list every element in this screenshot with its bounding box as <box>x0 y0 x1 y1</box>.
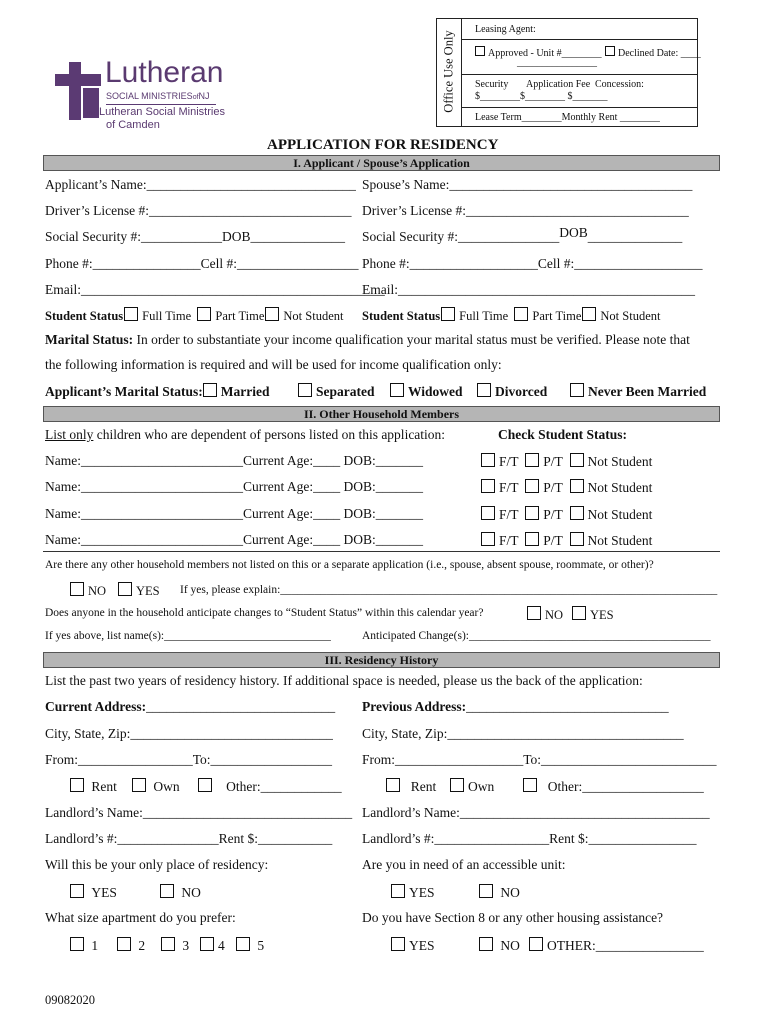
widowed-label: Widowed <box>408 384 463 399</box>
pt-checkbox[interactable] <box>525 532 539 546</box>
student-status-label: Student Status <box>362 309 441 323</box>
current-address-field[interactable] <box>45 699 335 715</box>
section3-header: III. Residency History <box>43 652 720 668</box>
list-only-line <box>45 427 445 443</box>
ft-checkbox[interactable] <box>481 506 495 520</box>
other-members-yes-checkbox[interactable] <box>118 582 132 596</box>
ns-checkbox[interactable] <box>570 532 584 546</box>
security-label: Security <box>475 79 509 90</box>
marital-text1: In order to substantiate your income qualification your marital status must be verified. Please note that <box>133 332 690 347</box>
logo <box>55 56 225 142</box>
ft-label: F/T <box>499 533 519 548</box>
marital-text2: the following information is required and will be used for income qualification only: <box>45 357 502 372</box>
spouse-name-field[interactable]: Spouse’s Name:____________________________________ <box>362 177 693 192</box>
size-5-label: 5 <box>257 938 265 953</box>
divider <box>43 551 720 552</box>
ss-right-line: ______________ <box>587 229 683 244</box>
ft-label: F/T <box>499 454 519 469</box>
ns-checkbox[interactable] <box>570 479 584 493</box>
ns-left-label: Not Student <box>283 309 344 323</box>
member-row-1[interactable]: Name:________________________Current Age:____ DOB:_______ <box>45 453 423 468</box>
member-status-4 <box>481 532 652 549</box>
yes-label: YES <box>590 608 614 622</box>
previous-address-label: Previous Address: <box>362 699 467 714</box>
ft-right-checkbox[interactable] <box>441 307 455 321</box>
separated-label: Separated <box>316 384 375 399</box>
email-left-field[interactable]: Email:_____________________________________________ <box>45 282 385 297</box>
pt-label: P/T <box>543 533 563 548</box>
landlord-left-field[interactable]: Landlord’s Name:_______________________________ <box>45 805 353 820</box>
own-label: Own <box>468 779 495 794</box>
married-checkbox[interactable] <box>203 383 217 397</box>
rent-left-checkbox[interactable] <box>70 778 84 792</box>
ns-checkbox[interactable] <box>570 506 584 520</box>
size-1-checkbox[interactable] <box>70 937 84 951</box>
logo-the: the <box>87 111 96 117</box>
current-address-line: ____________________________ <box>146 699 336 714</box>
accessible-no-checkbox[interactable] <box>479 884 493 898</box>
current-address-label: Current Address: <box>45 699 147 714</box>
size-4-checkbox[interactable] <box>200 937 214 951</box>
never-married-checkbox[interactable] <box>570 383 584 397</box>
previous-address-field[interactable] <box>362 699 669 715</box>
separated-checkbox[interactable] <box>298 383 312 397</box>
marital-paragraph <box>45 332 690 348</box>
own-label: Own <box>153 779 180 794</box>
email-right-field[interactable]: Email:____________________________________________ <box>362 282 695 297</box>
size-2-checkbox[interactable] <box>117 937 131 951</box>
section8-no-checkbox[interactable] <box>479 937 493 951</box>
declined-label: Declined Date: ____ <box>618 48 701 59</box>
no-label: NO <box>500 938 520 953</box>
pt-left-checkbox[interactable] <box>197 307 211 321</box>
city-right-field[interactable]: City, State, Zip:___________________________________ <box>362 726 684 741</box>
anticipated-change-field[interactable]: Anticipated Change(s):__________________________________________ <box>362 630 711 642</box>
check-student-status: Check Student Status: <box>498 427 628 442</box>
approved-line2: ________________ <box>517 57 597 68</box>
leasing-agent: Leasing Agent: <box>475 24 536 35</box>
dl-right-field[interactable]: Driver’s License #:_________________________________ <box>362 203 689 218</box>
logo-of: of <box>192 94 199 101</box>
anticipate-yes-checkbox[interactable] <box>572 606 586 620</box>
other-members-no-checkbox[interactable] <box>70 582 84 596</box>
widowed-checkbox[interactable] <box>390 383 404 397</box>
accessible-question: Are you in need of an accessible unit: <box>362 857 566 872</box>
section8-other-field[interactable]: OTHER:________________ <box>547 938 704 953</box>
yes-label: YES <box>136 584 160 598</box>
ft-right-label: Full Time <box>459 309 509 323</box>
ft-checkbox[interactable] <box>481 479 495 493</box>
residency-intro: List the past two years of residency history. If additional space is needed, please us the back of the application: <box>45 673 643 688</box>
anticipate-question: Does anyone in the household anticipate changes to “Student Status” within this calendar year? <box>45 607 484 619</box>
student-status-left <box>45 307 343 324</box>
office-amounts: $________$________ $_______ <box>475 91 608 102</box>
no-label: NO <box>545 608 564 622</box>
ft-label: F/T <box>499 507 519 522</box>
form-code: 09082020 <box>45 993 95 1007</box>
only-place-question: Will this be your only place of residency: <box>45 857 269 872</box>
divorced-label: Divorced <box>495 384 548 399</box>
logo-line4: of Camden <box>106 119 160 131</box>
ft-label: F/T <box>499 480 519 495</box>
never-married-label: Never Been Married <box>588 384 707 399</box>
concession-label: Concession: <box>595 79 644 90</box>
pt-right-checkbox[interactable] <box>514 307 528 321</box>
office-use-box <box>436 18 701 127</box>
member-status-2 <box>481 479 652 496</box>
landlord-num-right-field[interactable]: Landlord’s #:_________________Rent $:________________ <box>362 831 697 846</box>
logo-nj: NJ <box>198 91 210 101</box>
own-left-checkbox[interactable] <box>132 778 146 792</box>
student-status-label: Student Status <box>45 309 124 323</box>
size-4-label: 4 <box>218 938 225 953</box>
member-status-3 <box>481 506 652 523</box>
landlord-num-left-field[interactable]: Landlord’s #:_______________Rent $:___________ <box>45 831 333 846</box>
office-use-label: Office Use Only <box>441 30 456 113</box>
ns-label: Not Student <box>587 480 653 495</box>
applicant-marital-row <box>45 383 269 400</box>
approved-label: Approved - Unit #________ <box>488 48 602 59</box>
ft-checkbox[interactable] <box>481 532 495 546</box>
rent-label: Rent <box>410 779 437 794</box>
only-place-no-checkbox[interactable] <box>160 884 174 898</box>
size-5-checkbox[interactable] <box>236 937 250 951</box>
member-row-3[interactable]: Name:________________________Current Age:____ DOB:_______ <box>45 506 423 521</box>
yes-label: YES <box>91 885 117 900</box>
list-rest: children who are dependent of persons listed on this application: <box>93 427 446 442</box>
ft-left-checkbox[interactable] <box>124 307 138 321</box>
other-right-checkbox[interactable] <box>523 778 537 792</box>
logo-line2: SOCIAL MINISTRIES <box>106 91 193 101</box>
size-1-label: 1 <box>91 938 99 953</box>
divorced-checkbox[interactable] <box>477 383 491 397</box>
lease-term: Lease Term________Monthly Rent ________ <box>475 112 660 123</box>
logo-name: Lutheran <box>105 56 224 89</box>
section2-header: II. Other Household Members <box>43 406 720 422</box>
ns-right-label: Not Student <box>600 309 661 323</box>
rent-right-checkbox[interactable] <box>386 778 400 792</box>
if-yes-explain-field[interactable]: If yes, please explain:____________________________________________________________________________ <box>180 584 718 596</box>
size-3-checkbox[interactable] <box>161 937 175 951</box>
pt-label: P/T <box>543 507 563 522</box>
list-only: List only <box>45 427 94 442</box>
married-label: Married <box>220 384 270 399</box>
size-2-label: 2 <box>138 938 146 953</box>
member-status-1 <box>481 453 652 470</box>
ft-left-label: Full Time <box>142 309 192 323</box>
from-right-field[interactable]: From:___________________To:__________________________ <box>362 752 717 767</box>
applicant-marital-label: Applicant’s Marital Status: <box>45 384 203 399</box>
declined-checkbox[interactable] <box>605 46 615 56</box>
yes-label: YES <box>409 938 435 953</box>
member-row-2[interactable]: Name:________________________Current Age:____ DOB:_______ <box>45 479 423 494</box>
phone-right-field[interactable]: Phone #:___________________Cell #:___________________ <box>362 256 703 271</box>
section8-other-checkbox[interactable] <box>529 937 543 951</box>
member-row-4[interactable]: Name:________________________Current Age:____ DOB:_______ <box>45 532 423 547</box>
pt-right-label: Part Time <box>532 309 582 323</box>
other-left-label[interactable]: Other:____________ <box>226 779 342 794</box>
approved-checkbox[interactable] <box>475 46 485 56</box>
city-left-field[interactable]: City, State, Zip:______________________________ <box>45 726 333 741</box>
yes-label: YES <box>409 885 435 900</box>
ss-right-field[interactable] <box>362 225 683 245</box>
logo-line3: Lutheran Social Ministries <box>99 106 225 118</box>
pt-checkbox[interactable] <box>525 479 539 493</box>
pt-label: P/T <box>543 480 563 495</box>
student-status-right <box>362 307 660 324</box>
pt-left-label: Part Time <box>215 309 265 323</box>
ss-right-label: Social Security #:_______________ <box>362 229 560 244</box>
no-label: NO <box>88 584 107 598</box>
rent-label: Rent <box>91 779 117 794</box>
applicant-name-field[interactable]: Applicant’s Name:_______________________________ <box>45 177 356 192</box>
from-left-field[interactable]: From:_________________To:__________________ <box>45 752 333 767</box>
other-members-question: Are there any other household members not listed on this or a separate application (i.e., spouse, absent spouse, roommate, or other)? <box>45 559 654 571</box>
only-place-yes-checkbox[interactable] <box>70 884 84 898</box>
own-right-checkbox[interactable] <box>450 778 464 792</box>
pt-checkbox[interactable] <box>525 506 539 520</box>
ss-left-field[interactable]: Social Security #:____________DOB______________ <box>45 229 345 244</box>
ns-label: Not Student <box>587 507 653 522</box>
pt-label: P/T <box>543 454 563 469</box>
no-label: NO <box>500 885 520 900</box>
ss-right-dob: DOB <box>559 225 588 240</box>
section8-question: Do you have Section 8 or any other housing assistance? <box>362 910 664 925</box>
accessible-yes-checkbox[interactable] <box>391 884 405 898</box>
if-yes-list-field[interactable]: If yes above, list name(s):_____________________________ <box>45 630 331 642</box>
landlord-right-field[interactable]: Landlord’s Name:_____________________________________ <box>362 805 710 820</box>
anticipate-no-checkbox[interactable] <box>527 606 541 620</box>
section1-header: I. Applicant / Spouse’s Application <box>43 155 720 171</box>
no-label: NO <box>181 885 201 900</box>
pt-checkbox[interactable] <box>525 453 539 467</box>
section8-yes-checkbox[interactable] <box>391 937 405 951</box>
ns-label: Not Student <box>587 454 653 469</box>
ns-label: Not Student <box>587 533 653 548</box>
page-title: APPLICATION FOR RESIDENCY <box>267 137 499 153</box>
apt-size-question: What size apartment do you prefer: <box>45 910 236 925</box>
size-3-label: 3 <box>182 938 190 953</box>
ns-right-checkbox[interactable] <box>582 307 596 321</box>
ns-left-checkbox[interactable] <box>265 307 279 321</box>
ns-checkbox[interactable] <box>570 453 584 467</box>
app-fee-label: Application Fee <box>526 79 591 90</box>
previous-address-line: ______________________________ <box>466 699 669 714</box>
ft-checkbox[interactable] <box>481 453 495 467</box>
other-right-label[interactable]: Other:__________________ <box>547 779 704 794</box>
marital-bold: Marital Status: <box>45 332 134 347</box>
dl-left-field[interactable]: Driver’s License #:______________________________ <box>45 203 352 218</box>
other-left-checkbox[interactable] <box>198 778 212 792</box>
phone-left-field[interactable]: Phone #:________________Cell #:__________________ <box>45 256 359 271</box>
